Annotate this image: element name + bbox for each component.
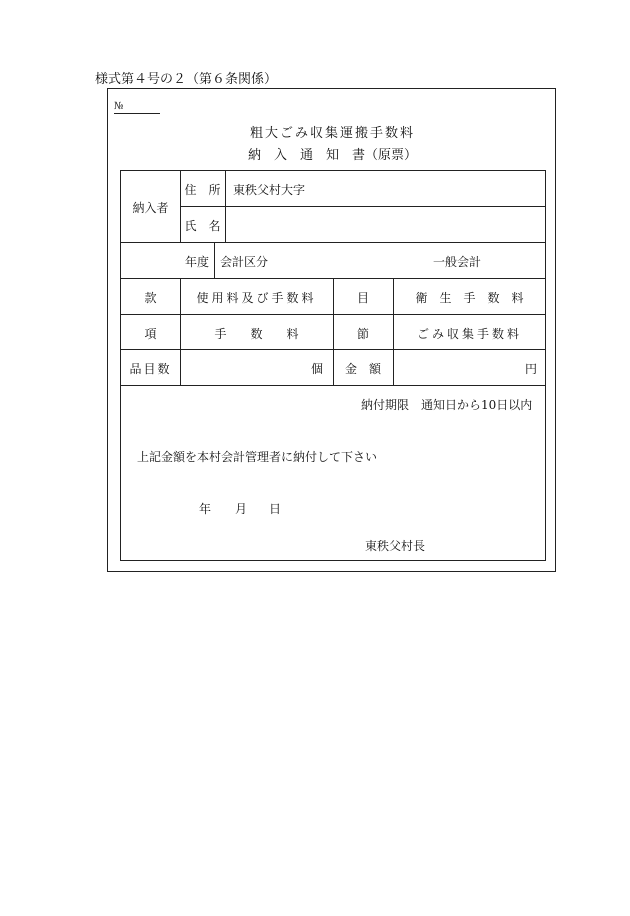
account-division-label: 会計区分	[220, 255, 269, 269]
kan-label: 款	[144, 291, 157, 305]
account-value: 一般会計	[433, 255, 482, 269]
kan-value: 使用料及び手数料	[196, 291, 317, 305]
payment-deadline: 納付期限 通知日から10日以内	[361, 398, 533, 412]
divider	[121, 385, 546, 386]
divider	[121, 242, 546, 243]
fiscal-year-label: 年度	[185, 255, 210, 269]
item-count-unit: 個	[311, 362, 324, 376]
notice-table	[120, 170, 546, 561]
date-day-label: 日	[269, 502, 282, 516]
divider	[225, 171, 226, 242]
setsu-value: ごみ収集手数料	[416, 327, 522, 341]
payment-instruction: 上記金額を本村会計管理者に納付して下さい	[137, 450, 378, 464]
document-title: 粗大ごみ収集運搬手数料	[249, 126, 415, 141]
payer-label: 納入者	[132, 201, 169, 215]
moku-value: 衛 生 手 数 料	[415, 291, 524, 305]
kou-label: 項	[144, 327, 157, 341]
date-year-label: 年	[199, 502, 212, 516]
setsu-label: 節	[356, 327, 369, 341]
kou-value: 手 数 料	[214, 327, 299, 341]
divider	[214, 242, 215, 278]
document-subtitle: 納 入 通 知 書（原票）	[247, 148, 417, 163]
item-count-label: 品目数	[129, 362, 172, 376]
amount-unit: 円	[525, 362, 538, 376]
serial-number-field: №	[114, 101, 160, 114]
divider	[180, 206, 546, 207]
signatory: 東秩父村長	[365, 539, 426, 553]
form-number-label: 様式第４号の２（第６条関係）	[95, 72, 278, 87]
amount-label: 金 額	[344, 362, 381, 376]
address-value: 東秩父村大字	[233, 183, 306, 197]
date-month-label: 月	[235, 502, 248, 516]
moku-label: 目	[356, 291, 369, 305]
name-label: 氏 名	[184, 219, 221, 233]
address-label: 住 所	[184, 183, 221, 197]
